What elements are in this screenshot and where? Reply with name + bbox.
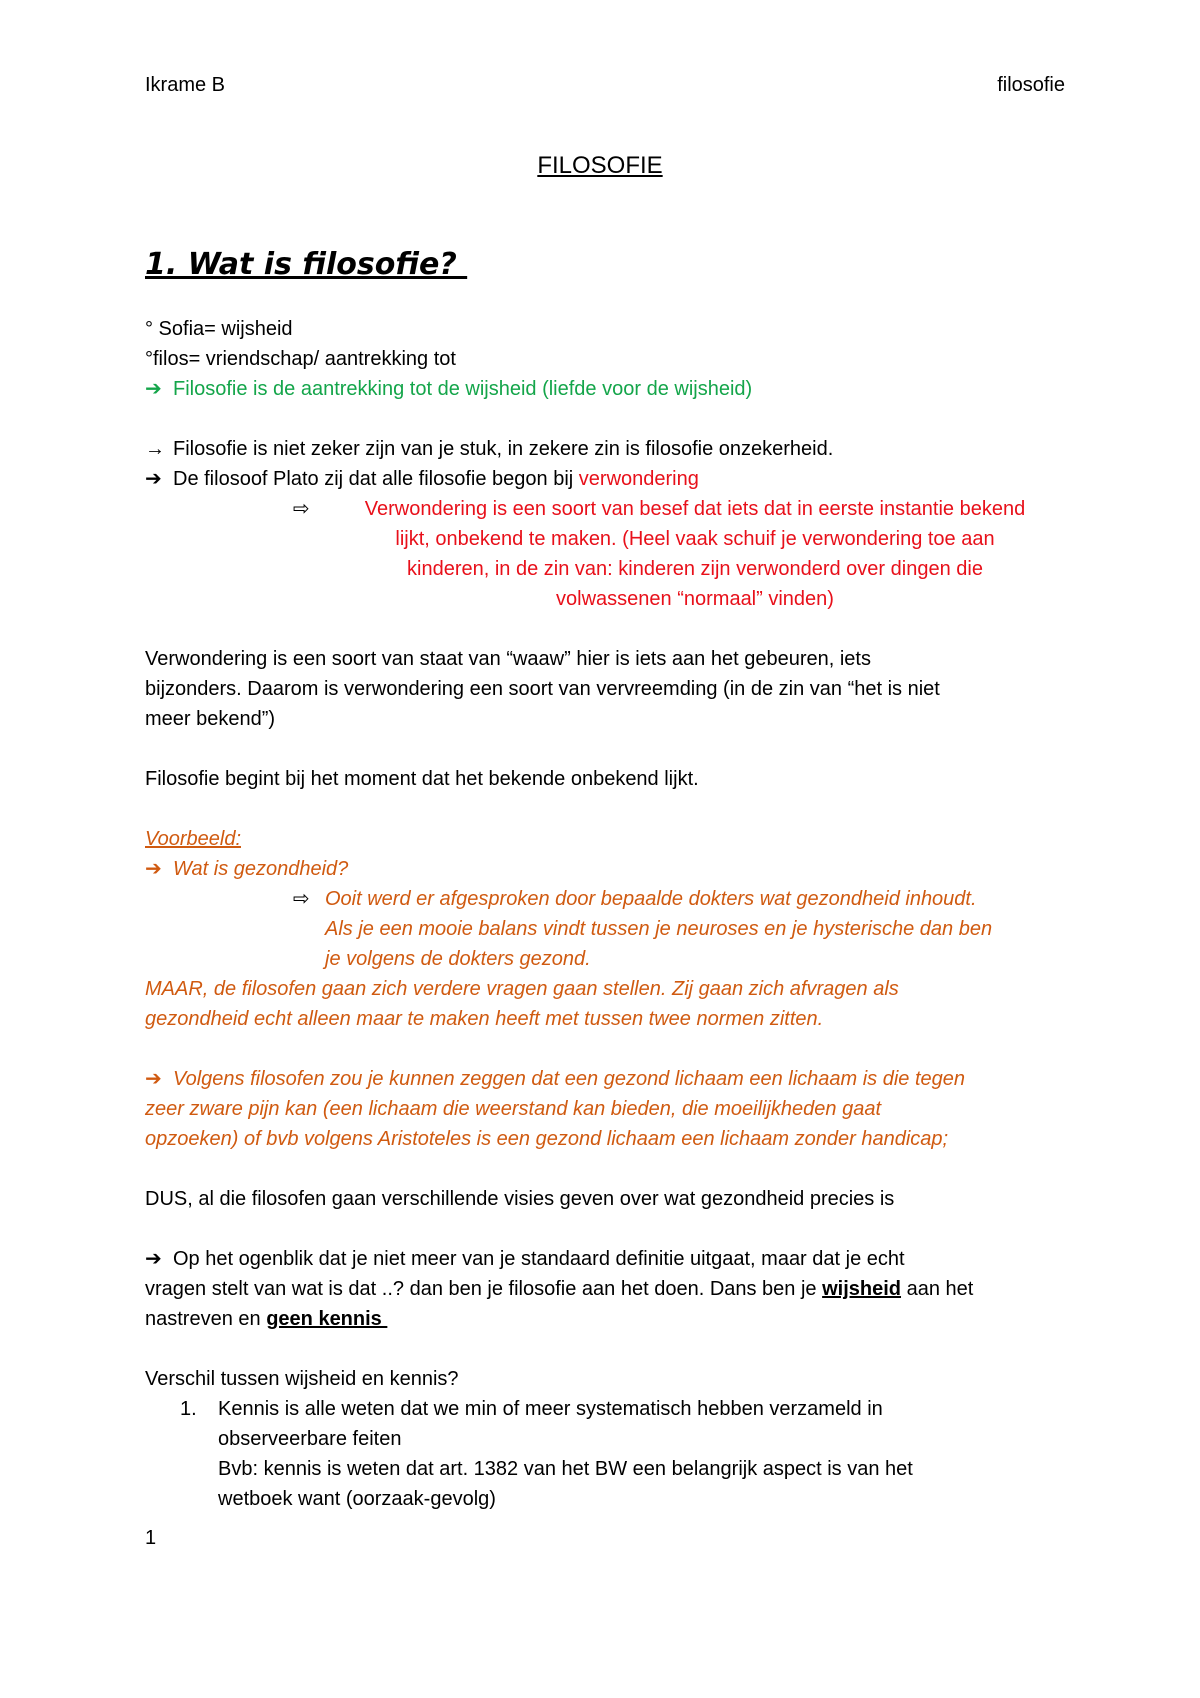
paragraph-filosofie-begint: Filosofie begint bij het moment dat het bekende onbekend lijkt. <box>145 768 699 790</box>
ogenblik-line <box>145 1244 1070 1274</box>
arrow-line-onzekerheid <box>145 434 1070 464</box>
page-number: 1 <box>145 1527 157 1549</box>
example-question <box>145 854 1070 884</box>
geen-kennis-emphasis: geen kennis <box>266 1308 388 1330</box>
red-line: kinderen, in de zin van: kinderen zijn verwonderd over dingen die <box>407 558 983 580</box>
list-item-line: observeerbare feiten <box>218 1428 402 1450</box>
arrow-line-plato <box>145 464 1070 494</box>
header-author: Ikrame B <box>145 74 226 96</box>
example-sub-line: Ooit werd er afgesproken door bepaalde dokters wat gezondheid inhoudt. <box>325 888 977 910</box>
document-title: FILOSOFIE <box>537 152 663 179</box>
paragraph-line: Verwondering is een soort van staat van “waaw” hier is iets aan het gebeuren, iets <box>145 648 871 670</box>
example-sub <box>145 884 1070 974</box>
green-conclusion-text: Filosofie is de aantrekking tot de wijsheid (liefde voor de wijsheid) <box>173 378 753 400</box>
ogenblik-text: vragen stelt van wat is dat ..? dan ben je filosofie aan het doen. Dans ben je <box>145 1278 823 1300</box>
example-sub-line: je volgens de dokters gezond. <box>325 948 591 970</box>
definition-filos: °filos= vriendschap/ aantrekking tot <box>145 348 456 370</box>
thin-arrow-icon: → <box>145 438 165 460</box>
wijsheid-emphasis: wijsheid <box>822 1278 902 1300</box>
ogenblik-text: aan het <box>901 1278 974 1300</box>
outline-arrow-icon: ⇨ <box>293 888 310 910</box>
ogenblik-line <box>145 1304 1070 1334</box>
list-item-line: Kennis is alle weten dat we min of meer systematisch hebben verzameld in <box>218 1398 883 1420</box>
section-heading: 1. Wat is filosofie? <box>145 247 468 282</box>
verschil-question: Verschil tussen wijsheid en kennis? <box>145 1368 459 1390</box>
bold-arrow-icon: ➔ <box>145 468 162 490</box>
bold-arrow-icon: ➔ <box>145 1068 162 1090</box>
example-sub-line: Als je een mooie balans vindt tussen je neuroses en je hysterische dan ben <box>325 918 993 940</box>
example-volgens-line <box>145 1064 1070 1094</box>
example-question-text: Wat is gezondheid? <box>173 858 349 880</box>
dus-line: DUS, al die filosofen gaan verschillende visies geven over wat gezondheid precies is <box>145 1188 895 1210</box>
red-line: volwassenen “normaal” vinden) <box>556 588 834 610</box>
example-maar-line: MAAR, de filosofen gaan zich verdere vragen gaan stellen. Zij gaan zich afvragen als <box>145 978 899 1000</box>
ogenblik-text: Op het ogenblik dat je niet meer van je standaard definitie uitgaat, maar dat je echt <box>173 1248 905 1270</box>
example-volgens-line: opzoeken) of bvb volgens Aristoteles is een gezond lichaam een lichaam zonder handicap; <box>145 1128 949 1150</box>
plato-text: De filosoof Plato zij dat alle filosofie begon bij <box>173 468 579 490</box>
paragraph-line: meer bekend”) <box>145 708 276 730</box>
red-explanation <box>145 494 1070 614</box>
green-conclusion <box>145 374 1070 404</box>
example-label: Voorbeeld: <box>145 828 241 850</box>
arrow-line-onzekerheid-text: Filosofie is niet zeker zijn van je stuk, in zekere zin is filosofie onzekerheid. <box>173 438 834 460</box>
definition-sofia: ° Sofia= wijsheid <box>145 318 293 340</box>
document-body <box>145 314 1070 1514</box>
plato-verwondering: verwondering <box>578 468 699 490</box>
bold-arrow-icon: ➔ <box>145 1248 162 1270</box>
red-line: Verwondering is een soort van besef dat iets dat in eerste instantie bekend <box>364 498 1026 520</box>
list-item-line: wetboek want (oorzaak-gevolg) <box>218 1488 496 1510</box>
ogenblik-line <box>145 1274 1070 1304</box>
bold-arrow-icon: ➔ <box>145 858 162 880</box>
paragraph-line: bijzonders. Daarom is verwondering een soort van vervreemding (in de zin van “het is niet <box>145 678 940 700</box>
example-volgens-text: Volgens filosofen zou je kunnen zeggen dat een gezond lichaam een lichaam is die tegen <box>173 1068 966 1090</box>
outline-arrow-icon: ⇨ <box>293 498 310 520</box>
header-subject: filosofie <box>997 74 1065 96</box>
example-volgens-line: zeer zware pijn kan (een lichaam die weerstand kan bieden, die moeilijkheden gaat <box>145 1098 881 1120</box>
list-item-number: 1. <box>180 1398 197 1420</box>
bold-arrow-icon: ➔ <box>145 378 162 400</box>
red-line: lijkt, onbekend te maken. (Heel vaak schuif je verwondering toe aan <box>395 528 995 550</box>
list-item-line: Bvb: kennis is weten dat art. 1382 van het BW een belangrijk aspect is van het <box>218 1458 913 1480</box>
list-item <box>145 1394 1070 1514</box>
ogenblik-text: nastreven en <box>145 1308 267 1330</box>
example-maar-line: gezondheid echt alleen maar te maken heeft met tussen twee normen zitten. <box>145 1008 824 1030</box>
